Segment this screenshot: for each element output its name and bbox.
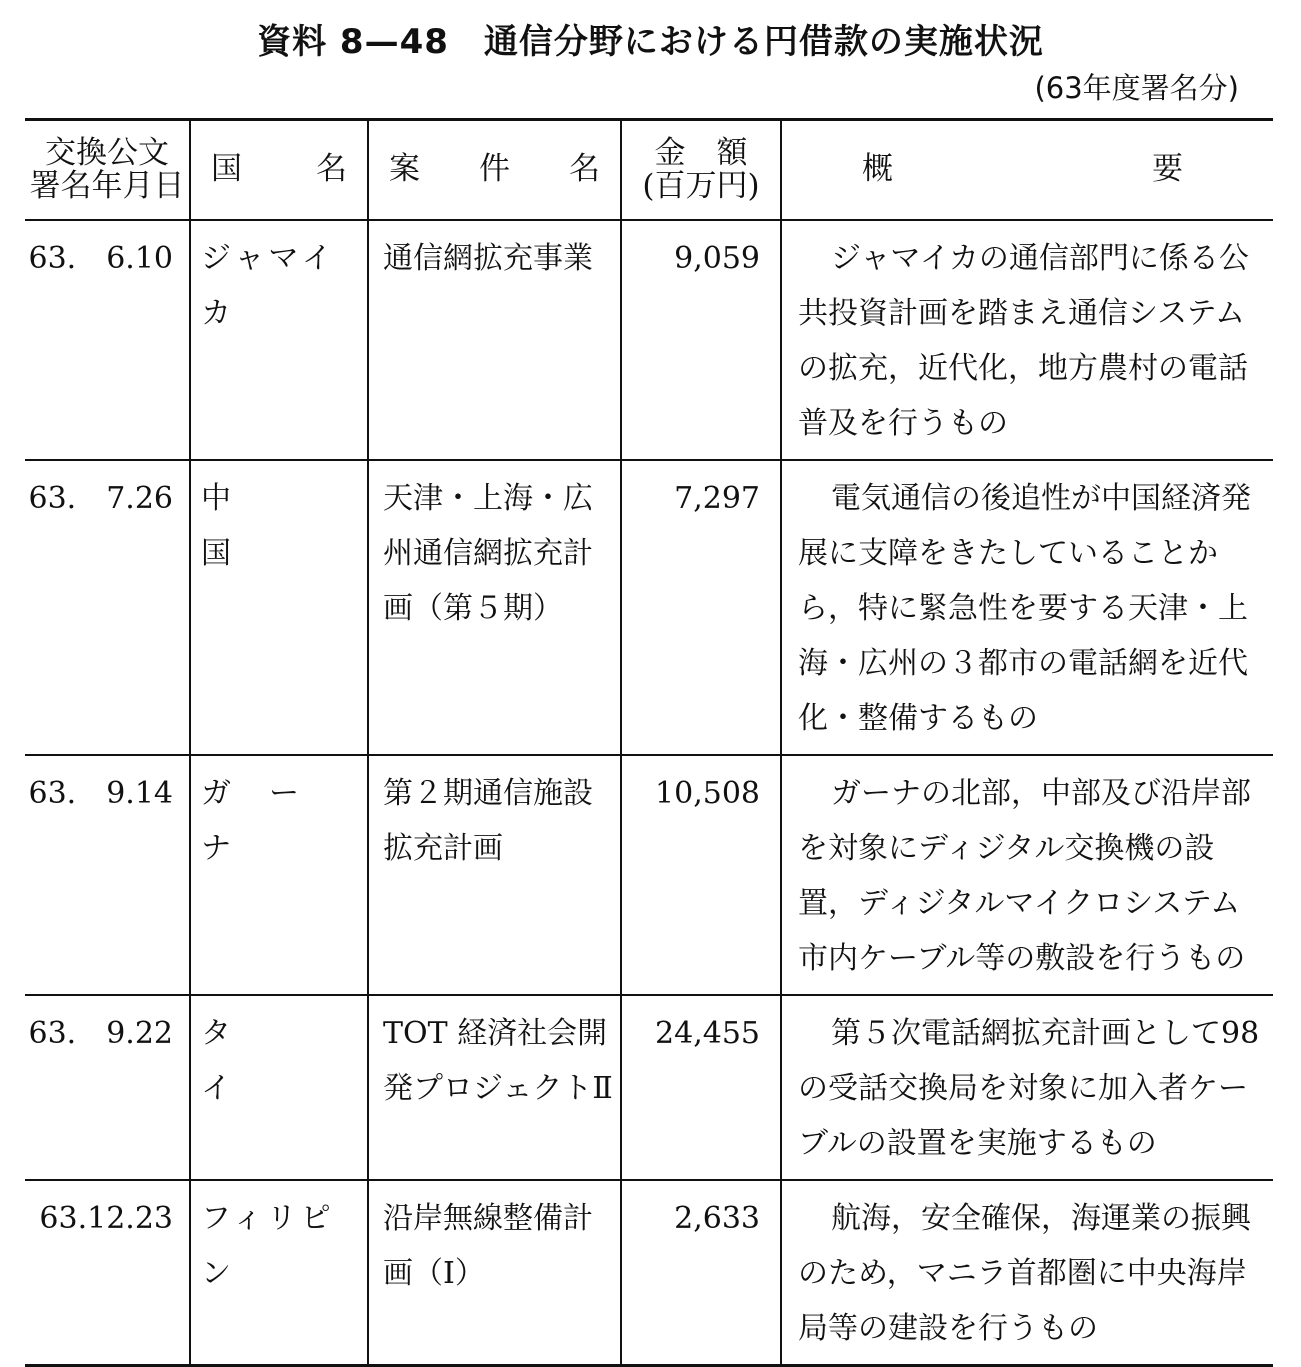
cell-date: 63. 7.26 [28,480,173,516]
header-summary [781,120,1273,220]
header-project-b: 件 [479,151,510,188]
header-date-line2: 署名年月日 [29,167,185,204]
cell-country: 中 国 [190,460,368,755]
table-row [25,755,1273,995]
header-row [25,120,1273,220]
cell-project: TOT 経済社会開発プロジェクトⅡ [368,995,621,1180]
header-country-b: 名 [316,151,347,188]
table-row [25,995,1273,1180]
page-subtitle: (63年度署名分) [1034,71,1239,105]
cell-project: 沿岸無線整備計画（Ⅰ） [368,1180,621,1366]
header-amount-line1: 金 額 [654,135,748,172]
cell-country: タ イ [190,995,368,1180]
cell-project: 天津・上海・広州通信網拡充計画（第５期） [368,460,621,755]
cell-summary: 第５次電話網拡充計画として98の受話交換局を対象に加入者ケーブルの設置を実施するもの [781,995,1273,1180]
cell-amount: 7,297 [621,460,781,755]
header-country-a: 国 [211,151,242,188]
cell-project: 第２期通信施設拡充計画 [368,755,621,995]
cell-date: 63.12.23 [39,1200,173,1236]
cell-amount: 9,059 [621,220,781,460]
header-summary-b: 要 [1152,151,1183,188]
cell-summary: 電気通信の後追性が中国経済発展に支障をきたしていることから，特に緊急性を要する天津・上海・広州の３都市の電話網を近代化・整備するもの [781,460,1273,755]
table-row [25,220,1273,460]
header-date-line1: 交換公文 [45,135,169,172]
cell-date: 63. 9.22 [28,1015,173,1051]
cell-country: ジャマイカ [190,220,368,460]
page-title: 資料 8—48 通信分野における円借款の実施状況 [257,22,1044,62]
header-summary-a: 概 [862,151,893,188]
cell-amount: 10,508 [621,755,781,995]
header-amount [621,120,781,220]
cell-summary: ジャマイカの通信部門に係る公共投資計画を踏まえ通信システムの拡充，近代化，地方農村の電話普及を行うもの [781,220,1273,460]
cell-project: 通信網拡充事業 [368,220,621,460]
cell-amount: 2,633 [621,1180,781,1366]
header-project-a: 案 [389,151,420,188]
loan-table [25,118,1273,1367]
cell-date: 63. 9.14 [28,775,173,811]
table-row [25,1180,1273,1366]
header-country [190,120,368,220]
cell-country: ガ ー ナ [190,755,368,995]
table-row [25,460,1273,755]
header-project-c: 名 [569,151,600,188]
header-project [368,120,621,220]
header-amount-line2: (百万円) [642,167,760,204]
cell-country: フィリピン [190,1180,368,1366]
header-date [25,120,190,220]
cell-amount: 24,455 [621,995,781,1180]
cell-summary: 航海，安全確保，海運業の振興のため，マニラ首都圏に中央海岸局等の建設を行うもの [781,1180,1273,1366]
cell-summary: ガーナの北部，中部及び沿岸部を対象にディジタル交換機の設置，ディジタルマイクロシステム市内ケーブル等の敷設を行うもの [781,755,1273,995]
cell-date: 63. 6.10 [28,240,173,276]
